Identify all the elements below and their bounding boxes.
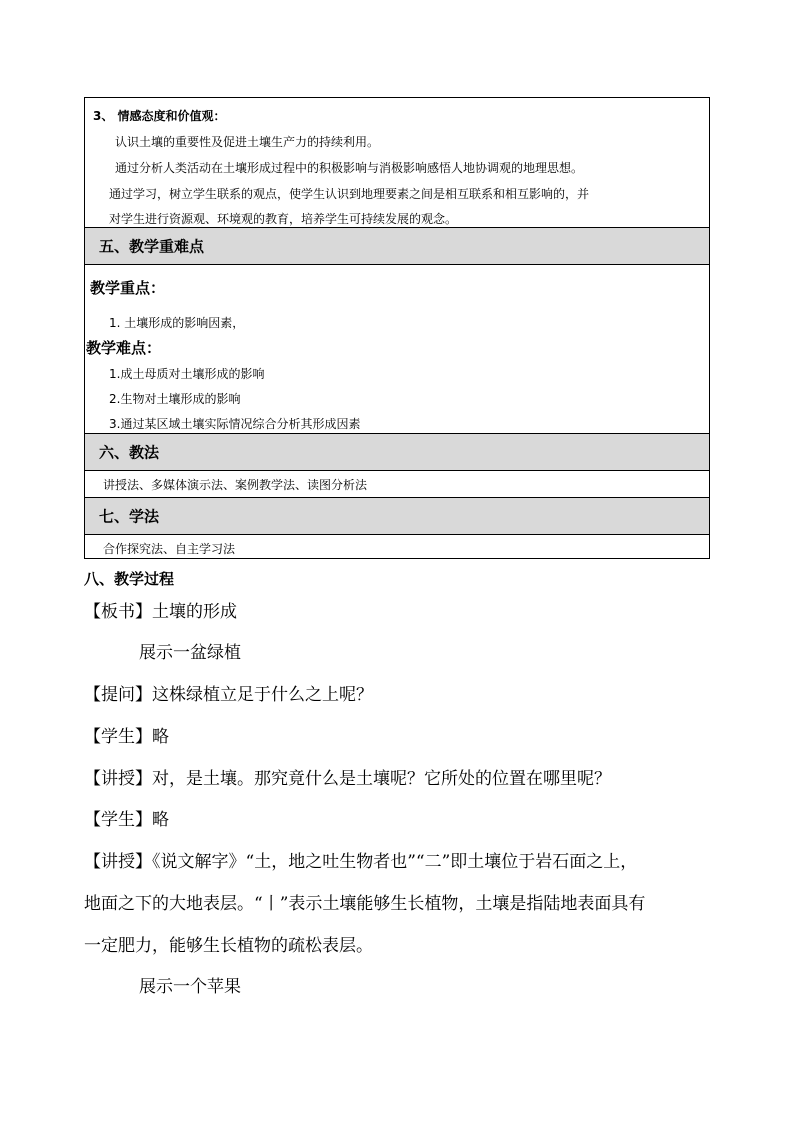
- key-point-item: 1. 土壤形成的影响因素，: [109, 316, 245, 330]
- difficulty-item: 2.生物对土壤形成的影响: [109, 392, 241, 406]
- emotion-section: [85, 98, 709, 227]
- lesson-plan-table: [84, 97, 710, 559]
- learning-methods: 合作探究法、自主学习法: [103, 542, 236, 556]
- teaching-methods-row: [85, 471, 709, 497]
- section-title: 五、教学重难点: [99, 237, 205, 256]
- process-line: 【提问】这株绿植立足于什么之上呢？: [84, 685, 373, 705]
- learning-methods-row: [85, 535, 709, 559]
- emotion-line: 认识土壤的重要性及促进土壤生产力的持续利用。: [115, 135, 380, 149]
- section-title: 六、教法: [99, 443, 160, 462]
- process-line: 展示一盆绿植: [139, 643, 241, 663]
- section-header-6: [85, 433, 709, 471]
- section-header-5: [85, 227, 709, 265]
- process-line: 【学生】略: [84, 727, 169, 747]
- emotion-title: 3、 情感态度和价值观：: [93, 109, 226, 123]
- process-line: 地面之下的大地表层。“丨”表示土壤能够生长植物，土壤是指陆地表面具有: [84, 894, 646, 914]
- section-title: 七、学法: [99, 507, 160, 526]
- difficulty-item: 1.成土母质对土壤形成的影响: [109, 367, 265, 381]
- difficulties-label: 教学难点：: [86, 339, 162, 357]
- process-line: 展示一个苹果: [139, 977, 241, 997]
- emotion-line: 通过分析人类活动在土壤形成过程中的积极影响与消极影响感悟人地协调观的地理思想。: [115, 161, 584, 175]
- emotion-line: 通过学习，树立学生联系的观点，使学生认识到地理要素之间是相互联系和相互影响的，并: [109, 187, 590, 201]
- key-difficult-section: [85, 265, 709, 433]
- process-line: 【学生】略: [84, 810, 169, 830]
- process-line: 一定肥力，能够生长植物的疏松表层。: [84, 936, 373, 956]
- process-line: 【讲授】对，是土壤。那究竟什么是土壤呢？它所处的位置在哪里呢？: [84, 769, 611, 789]
- process-line: 【讲授】《说文解字》“土，地之吐生物者也”“二”即土壤位于岩石面之上，: [84, 852, 638, 872]
- emotion-line: 对学生进行资源观、环境观的教育，培养学生可持续发展的观念。: [109, 212, 458, 226]
- section-header-7: [85, 497, 709, 535]
- difficulty-item: 3.通过某区域土壤实际情况综合分析其形成因素: [109, 417, 361, 431]
- teaching-methods: 讲授法、多媒体演示法、案例教学法、读图分析法: [103, 478, 368, 492]
- process-title: 八、教学过程: [84, 570, 175, 588]
- process-line: 【板书】土壤的形成: [84, 602, 237, 622]
- key-points-label: 教学重点：: [90, 279, 166, 297]
